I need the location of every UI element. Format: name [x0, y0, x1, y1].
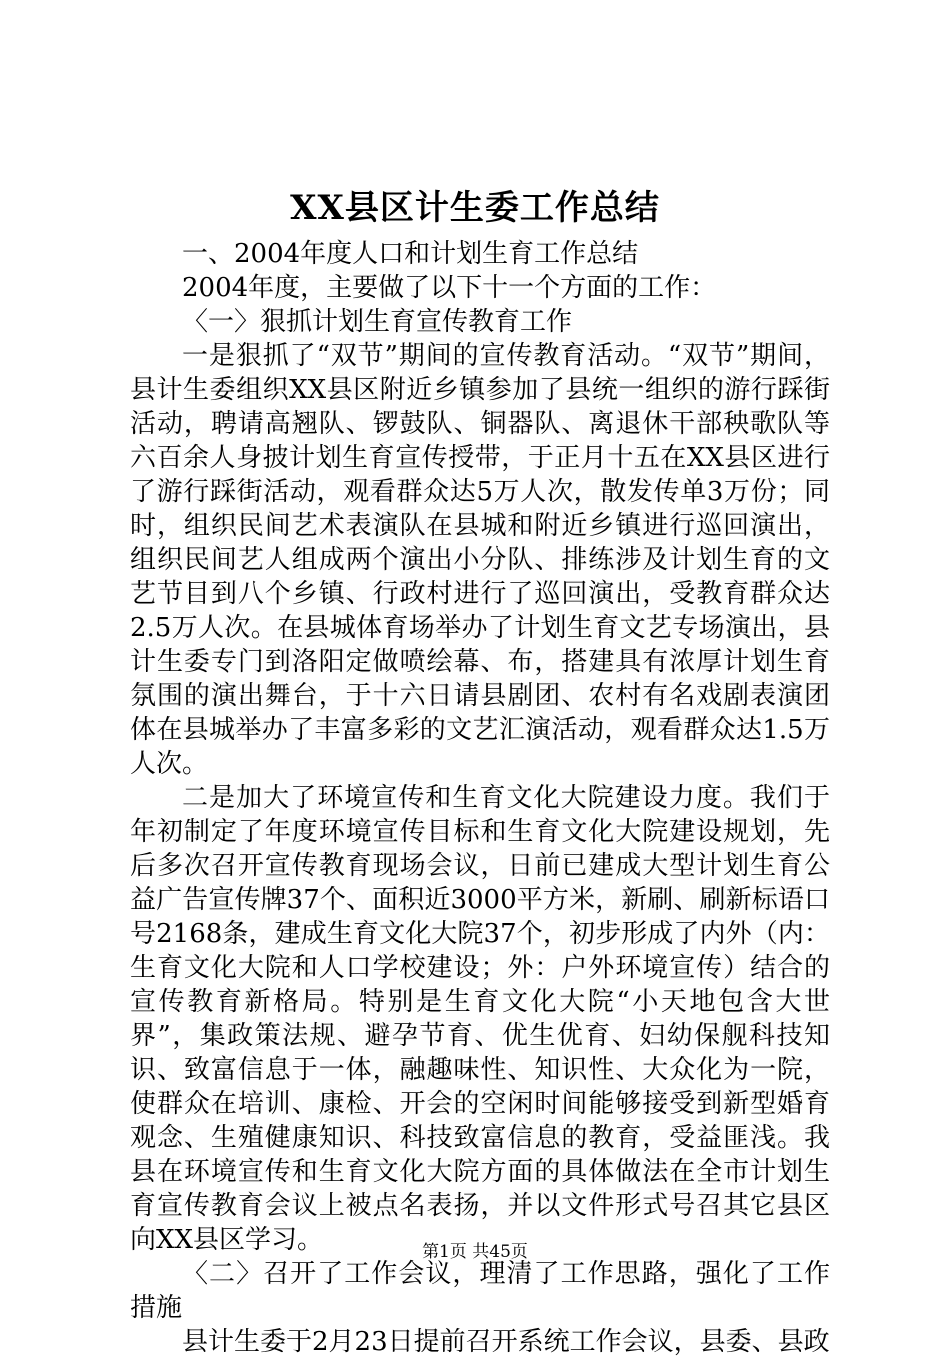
document-title: XX县区计生委工作总结	[290, 188, 660, 228]
body-paragraph: 一是狠抓了“双节”期间的宣传教育活动。“双节”期间，县计生委组织XX县区附近乡镇参加了县统一组织的游行踩街活动，聘请高翘队、锣鼓队、铜器队、离退休干部秧歌队等六百余人身披计划生育宣传授带，于正月十五在XX县区进行了游行踩街活动，观看群众达5万人次，散发传单3万份；同时，组织民间艺术表演队在县城和附近乡镇进行巡回演出，组织民间艺人组成两个演出小分队、排练涉及计划生育的文艺节目到八个乡镇、行政村进行了巡回演出，受教育群众达2.5万人次。在县城体育场举办了计划生育文艺专场演出，县计生委专门到洛阳定做喷绘幕、布，搭建具有浓厚计划生育氛围的演出舞台，于十六日请县剧团、农村有名戏剧表演团体在县城举办了丰富多彩的文艺汇演活动，观看群众达1.5万人次。	[130, 341, 830, 779]
intro-paragraph: 2004年度，主要做了以下十一个方面的工作：	[182, 273, 717, 303]
document-body	[130, 237, 830, 1359]
body-paragraph: 县计生委于2月23日提前召开系统工作会议，县委、县政	[182, 1327, 830, 1357]
body-paragraph: 二是加大了环境宣传和生育文化大院建设力度。我们于年初制定了年度环境宣传目标和生育文化大院建设规划，先后多次召开宣传教育现场会议，日前已建成大型计划生育公益广告宣传牌37个、面积近3000平方米，新刷、刷新标语口号2168条，建成生育文化大院37个，初步形成了内外（内：生育文化大院和人口学校建设；外：户外环境宣传）结合的宣传教育新格局。特别是生育文化大院“小天地包含大世界”，集政策法规、避孕节育、优生优育、妇幼保舰科技知识、致富信息于一体，融趣味性、知识性、大众化为一院，使群众在培训、康检、开会的空闲时间能够接受到新型婚育观念、生殖健康知识、科技致富信息的教育，受益匪浅。我县在环境宣传和生育文化大院方面的具体做法在全市计划生育宣传教育会议上被点名表扬，并以文件形式号召其它县区向XX县区学习。	[130, 783, 830, 1255]
section-heading: 一、2004年度人口和计划生育工作总结	[182, 239, 639, 269]
subsection-heading: 〈一〉狠抓计划生育宣传教育工作	[182, 307, 573, 337]
page-footer: 第1页 共45页	[422, 1242, 528, 1262]
subsection-heading: 〈二〉召开了工作会议，理清了工作思路，强化了工作措施	[130, 1259, 830, 1323]
